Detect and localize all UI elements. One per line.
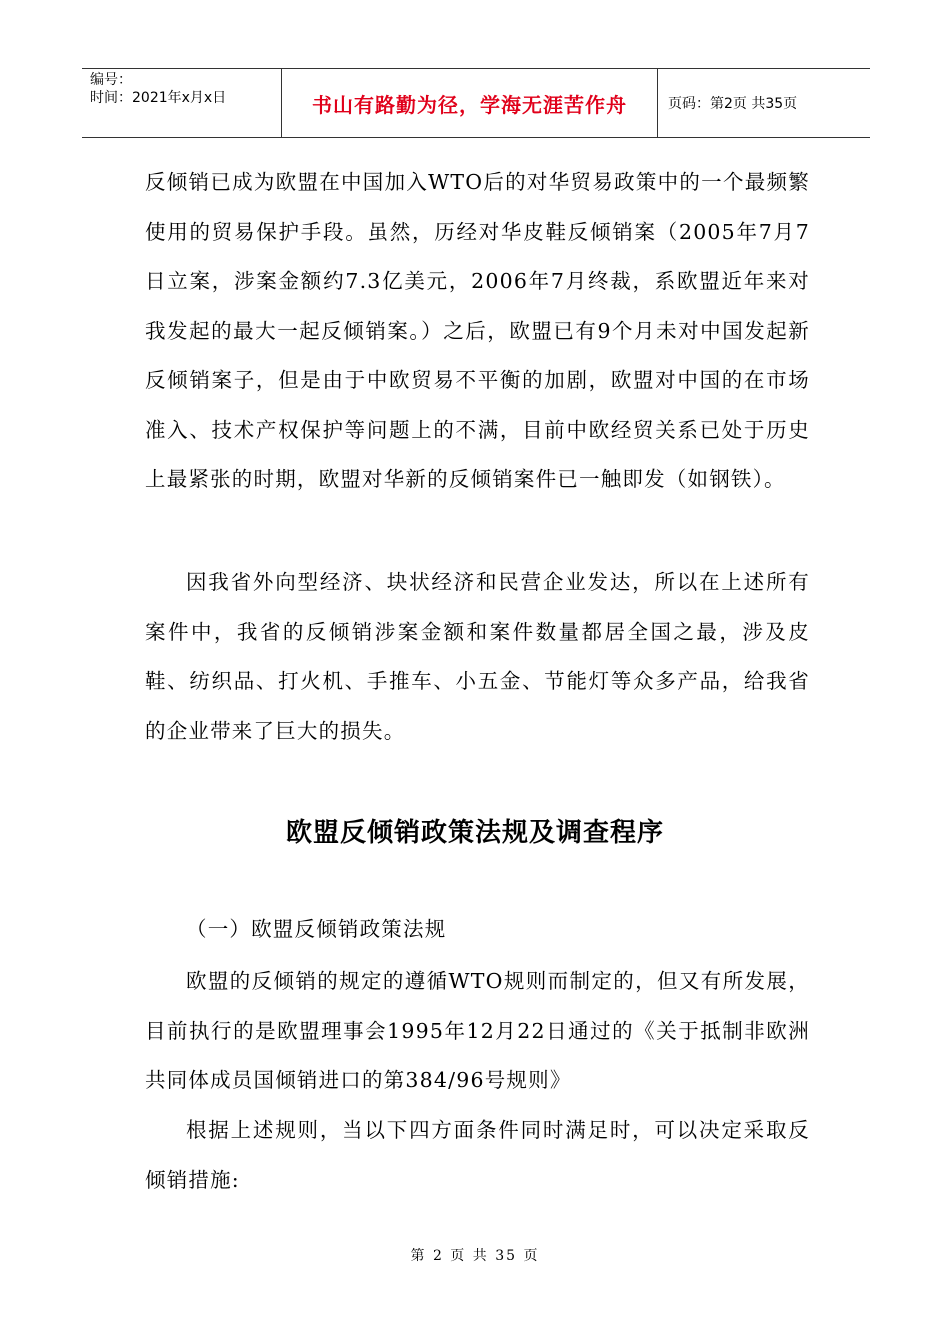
header-meta	[82, 69, 282, 137]
paragraph-2: 因我省外向型经济、块状经济和民营企业发达，所以在上述所有案件中，我省的反倾销涉案金额和案件数量都居全国之最，涉及皮鞋、纺织品、打火机、手推车、小五金、节能灯等众多产品，给我省的企业带来了巨大的损失。	[145, 570, 810, 743]
subsection-heading: （一）欧盟反倾销政策法规	[186, 917, 447, 941]
paragraph-3: 欧盟的反倾销的规定的遵循WTO规则而制定的，但又有所发展，目前执行的是欧盟理事会1995年12月22日通过的《关于抵制非欧洲共同体成员国倾销进口的第384/96号规则》	[145, 969, 810, 1092]
paragraph-1: 反倾销已成为欧盟在中国加入WTO后的对华贸易政策中的一个最频繁使用的贸易保护手段。虽然，历经对华皮鞋反倾销案（2005年7月7日立案，涉案金额约7.3亿美元，2006年7月终裁，系欧盟近年来对我发起的最大一起反倾销案。）之后，欧盟已有9个月未对中国发起新反倾销案子，但是由于中欧贸易不平衡的加剧，欧盟对中国的在市场准入、技术产权保护等问题上的不满，目前中欧经贸关系已处于历史上最紧张的时期，欧盟对华新的反倾销案件已一触即发（如钢铁）。	[145, 170, 810, 491]
date-label: 时间：2021年x月x日	[90, 90, 227, 106]
page-header	[82, 68, 870, 138]
section-title: 欧盟反倾销政策法规及调查程序	[285, 818, 664, 848]
page-footer: 第 2 页 共 35 页	[410, 1248, 540, 1264]
number-label: 编号：	[90, 72, 132, 88]
header-motto: 书山有路勤为径，学海无涯苦作舟	[282, 69, 658, 137]
header-page-info: 页码：第2页 共35页	[668, 96, 798, 112]
paragraph-4: 根据上述规则，当以下四方面条件同时满足时，可以决定采取反倾销措施:	[145, 1118, 810, 1192]
